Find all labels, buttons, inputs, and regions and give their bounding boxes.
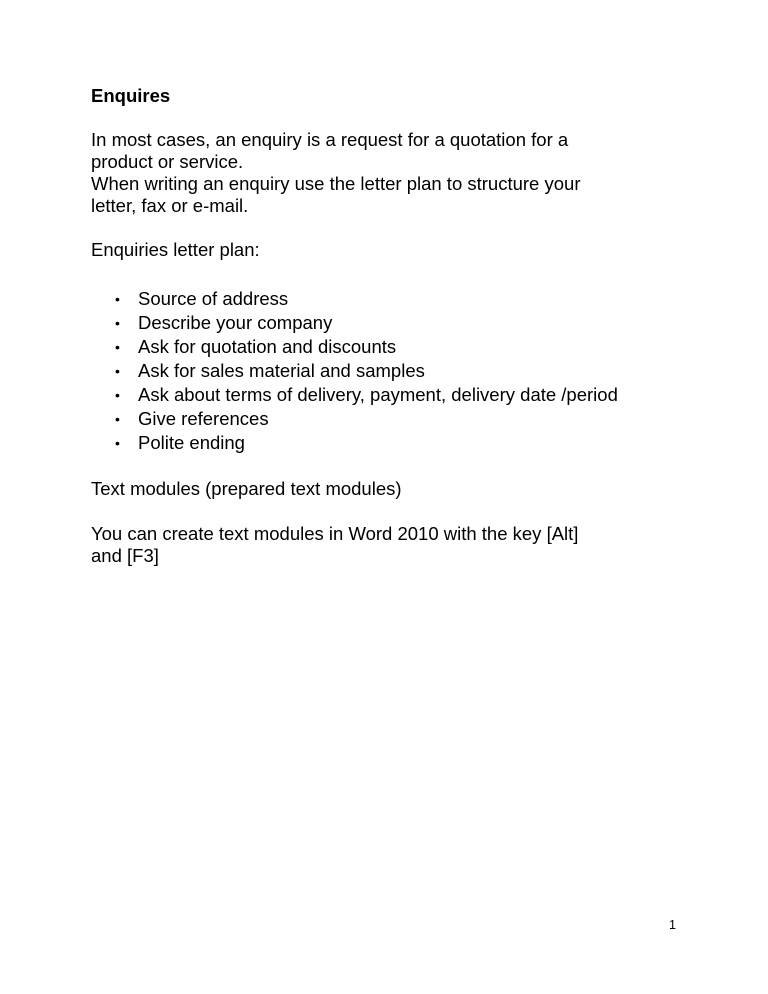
plan-title: Enquiries letter plan: [91,239,260,260]
list-item [91,359,691,383]
spacer [91,500,691,523]
list-item-text: Give references [138,408,269,429]
bullet-icon: • [115,435,120,451]
list-item [91,287,691,311]
list-item-text: Source of address [138,288,289,309]
bullet-icon: • [115,339,120,355]
modules-title: Text modules (prepared text modules) [91,478,402,499]
bullet-icon: • [115,315,120,331]
list-item [91,407,691,431]
bullet-icon: • [115,387,120,403]
intro-line: In most cases, an enquiry is a request for a quotation for a [91,129,569,150]
bullet-icon: • [115,411,120,427]
list-item-text: Describe your company [138,312,333,333]
list-item-text: Ask about terms of delivery, payment, delivery date /period [138,384,618,405]
list-item [91,383,691,407]
list-item [91,335,691,359]
document-heading: Enquires [91,85,171,106]
intro-line: When writing an enquiry use the letter plan to structure your [91,173,581,194]
modules-line: You can create text modules in Word 2010 with the key [Alt] [91,523,579,544]
list-item [91,431,691,455]
spacer [91,455,691,478]
spacer [91,217,691,239]
list-item [91,311,691,335]
spacer [91,107,691,129]
list-item-text: Ask for sales material and samples [138,360,425,381]
bullet-icon: • [115,363,120,379]
letter-plan-list [91,287,691,455]
modules-line: and [F3] [91,545,159,566]
page-number: 1 [669,918,676,932]
list-item-text: Ask for quotation and discounts [138,336,397,357]
document-body [91,85,691,567]
intro-line: letter, fax or e-mail. [91,195,249,216]
spacer [91,261,691,287]
bullet-icon: • [115,291,120,307]
intro-line: product or service. [91,151,244,172]
list-item-text: Polite ending [138,432,245,453]
